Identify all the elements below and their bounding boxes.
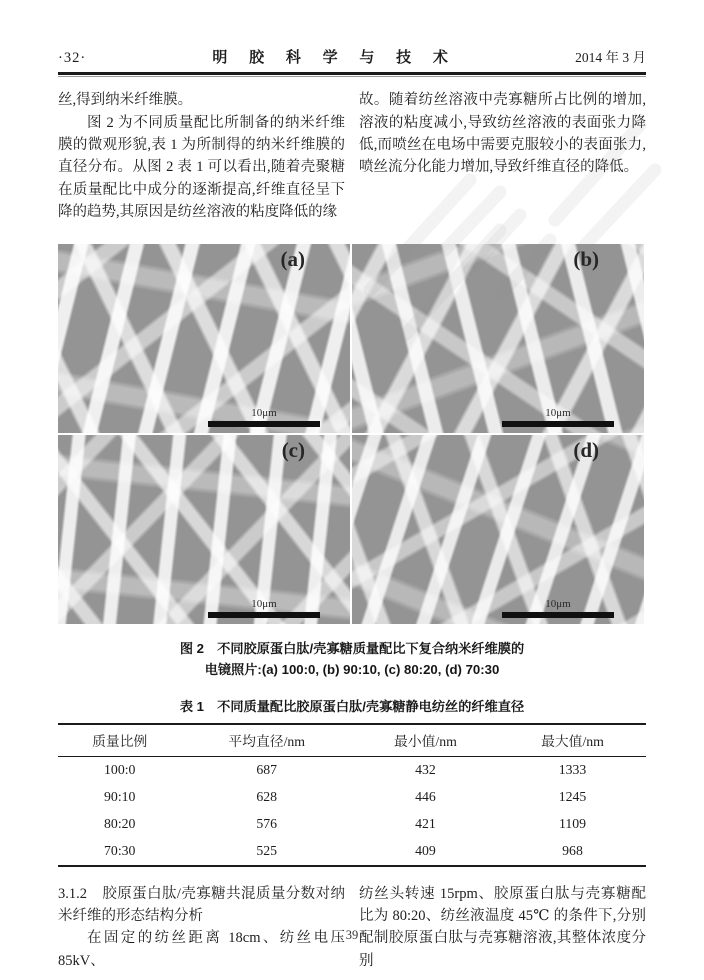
header-rule-thick: [58, 72, 646, 75]
table-header-row: [58, 724, 646, 757]
table-cell: 1333: [558, 762, 587, 778]
sem-panel-b: [352, 244, 644, 433]
table-cell: 968: [562, 843, 583, 859]
table-cell: 687: [256, 762, 278, 778]
table-row: [58, 784, 646, 811]
page-header: [58, 46, 646, 67]
scale-label: 10μm: [545, 597, 571, 610]
intro-right-column: [359, 89, 646, 223]
table-cell: 100:0: [104, 762, 136, 778]
paragraph: 故。随着纺丝溶液中壳寡糖所占比例的增加,溶液的粘度减小,导致纺丝溶液的表面张力降低,而喷丝在电场中需要克服较小的表面张力,喷丝流分化能力增加,导致纤维直径的降低。: [359, 92, 646, 176]
intro-left-column: [58, 89, 345, 223]
scale-bar: [502, 421, 614, 427]
table-header-cell: 质量比例: [58, 724, 181, 757]
table-title: 表 1 不同质量配比胶原蛋白肽/壳寡糖静电纺丝的纤维直径: [179, 698, 525, 714]
table-cell: 90:10: [104, 789, 136, 805]
paragraph: 图 2 为不同质量配比所制备的纳米纤维膜的微观形貌,表 1 为所制得的纳米纤维膜的直径分布。从图 2 表 1 可以看出,随着壳聚糖在质量配比中成分的逐渐提高,纤维直径呈下降的趋势,其原因是纺丝溶液的粘度降低的缘: [58, 114, 345, 221]
table-cell: 1245: [558, 789, 587, 805]
scale-bar: [502, 612, 614, 618]
table-cell: 80:20: [104, 816, 136, 832]
table-cell: 70:30: [104, 843, 136, 859]
table-cell: 432: [415, 762, 436, 778]
section-heading: 3.1.2 胶原蛋白肽/壳寡糖共混质量分数对纳米纤维的形态结构分析: [58, 885, 345, 924]
table-header-cell: 最小值/nm: [352, 724, 499, 757]
sem-figure: [58, 244, 644, 624]
header-page-number: ·32·: [58, 50, 87, 66]
sem-panel-a: [58, 244, 350, 433]
fiber-diameter-table: [58, 723, 646, 867]
table-cell: 421: [415, 816, 436, 832]
table-header-cell: 最大值/nm: [499, 724, 646, 757]
figure-caption-line1: 图 2 不同胶原蛋白肽/壳寡糖质量配比下复合纳米纤维膜的: [179, 640, 525, 656]
scale-label: 10μm: [545, 406, 571, 419]
paragraph: 丝,得到纳米纤维膜。: [58, 92, 193, 109]
footer-page-number: 39: [345, 928, 359, 942]
sem-panel-c: [58, 435, 350, 624]
table-cell: 576: [256, 816, 278, 832]
issue-date: 2014 年 3 月: [575, 50, 646, 65]
scale-bar: [208, 421, 320, 427]
scale-label: 10μm: [251, 597, 277, 610]
table-cell: 525: [256, 843, 278, 859]
panel-label: (d): [573, 437, 599, 462]
journal-title: 明 胶 科 学 与 技 术: [212, 50, 457, 66]
header-rule-thin: [58, 76, 646, 77]
table-row: [58, 811, 646, 838]
table-header-cell: 平均直径/nm: [181, 724, 352, 757]
intro-columns: [58, 89, 646, 223]
figure-caption-line2: 电镜照片:(a) 100:0, (b) 90:10, (c) 80:20, (d) 70:30: [204, 661, 500, 677]
table-cell: 628: [256, 789, 278, 805]
scale-bar: [208, 612, 320, 618]
table-cell: 1109: [558, 816, 587, 832]
panel-label: (b): [573, 246, 599, 271]
table-row: [58, 838, 646, 866]
paper-page: [58, 0, 646, 972]
table-cell: 409: [415, 843, 436, 859]
scale-label: 10μm: [251, 406, 277, 419]
paragraph: 在固定的纺丝距离 18cm、纺丝电压 85kV、: [58, 930, 345, 969]
table-cell: 446: [415, 789, 436, 805]
table-row: [58, 756, 646, 784]
sem-panel-d: [352, 435, 644, 624]
figure-caption: [58, 638, 646, 680]
panel-label: (a): [280, 246, 305, 271]
panel-label: (c): [281, 437, 305, 462]
paragraph: 纺丝头转速 15rpm、胶原蛋白肽与壳寡糖配比为 80:20、纺丝液温度 45℃ 的条件下,分别配制胶原蛋白肽与壳寡糖溶液,其整体浓度分别: [359, 885, 646, 969]
